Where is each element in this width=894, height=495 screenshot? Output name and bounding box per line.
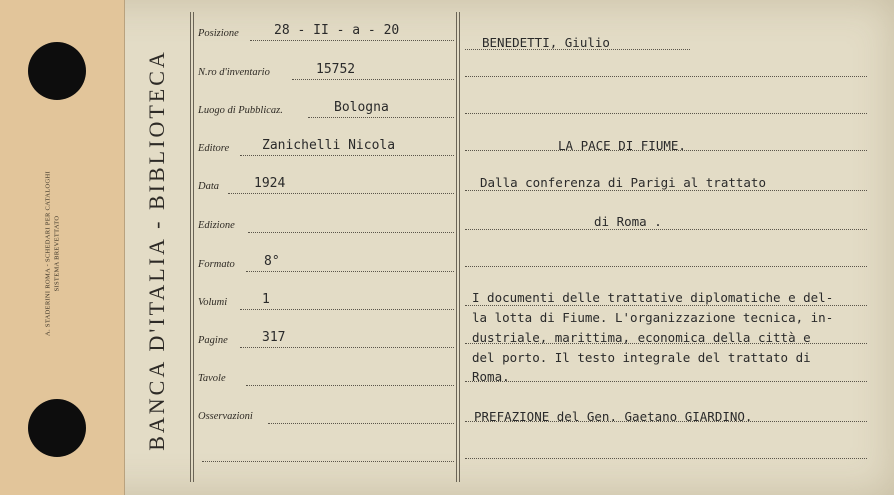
divider-left-2: [193, 12, 194, 482]
ruled-line: [465, 381, 867, 382]
divider-left-1: [190, 12, 191, 482]
ruled-line: [465, 190, 867, 191]
description-line: I documenti delle trattative diplomatiche e del-: [472, 290, 834, 305]
field-label: N.ro d'inventario: [198, 67, 270, 78]
bank-title: BANCA D'ITALIA - BIBLIOTECA: [144, 49, 169, 451]
field-volumi: [198, 286, 454, 310]
description-line: dustriale, marittima, economica della città e: [472, 330, 811, 345]
field-value: 1: [262, 292, 270, 307]
field-osservazioni: [198, 400, 454, 424]
book-title: LA PACE DI FIUME.: [558, 138, 686, 153]
ruled-line: [465, 229, 867, 230]
maker-imprint: [40, 150, 90, 360]
field-value: 1924: [254, 176, 286, 191]
subtitle-line-2: di Roma .: [594, 214, 662, 229]
ruled-line: [465, 113, 867, 114]
field-label: Formato: [198, 259, 235, 270]
description-line: del porto. Il testo integrale del trattato di: [472, 350, 811, 365]
ruled-line: [465, 266, 867, 267]
field-label: Edizione: [198, 220, 235, 231]
field-label: Luogo di Pubblicaz.: [198, 105, 283, 116]
card-stub: [0, 0, 125, 495]
field-blank: [198, 438, 454, 462]
field-editore: [198, 132, 454, 156]
preface: PREFAZIONE del Gen. Gaetano GIARDINO.: [474, 409, 753, 424]
field-label: Osservazioni: [198, 411, 253, 422]
description-line: Roma.: [472, 369, 510, 384]
ruled-line: [465, 305, 867, 306]
field-inventario: [198, 56, 454, 80]
field-pagine: [198, 324, 454, 348]
field-label: Volumi: [198, 297, 228, 308]
field-tavole: [198, 362, 454, 386]
field-posizione: [198, 17, 454, 41]
field-label: Editore: [198, 143, 230, 154]
field-value: 8°: [264, 254, 280, 269]
ruled-line: [465, 76, 867, 77]
field-value: 28 - II - a - 20: [274, 23, 400, 38]
ruled-line: [465, 458, 867, 459]
field-label: Pagine: [198, 335, 228, 346]
author: BENEDETTI, Giulio: [482, 35, 610, 50]
field-edizione: [198, 209, 454, 233]
maker-line-1: A. STADERINI ROMA - SCHEDARI PER CATALOGHI: [44, 171, 52, 336]
subtitle-line-1: Dalla conferenza di Parigi al trattato: [480, 175, 766, 190]
description-line: la lotta di Fiume. L'organizzazione tecnica, in-: [472, 310, 834, 325]
field-value: Bologna: [334, 100, 389, 115]
bank-band: [124, 0, 190, 495]
field-label: Tavole: [198, 373, 226, 384]
punch-hole-top: [28, 42, 86, 100]
punch-hole-bottom: [28, 399, 86, 457]
field-label: Posizione: [198, 28, 239, 39]
field-luogo: [198, 94, 454, 118]
field-data: [198, 170, 454, 194]
maker-line-2: SISTEMA BREVETTATO: [53, 215, 61, 292]
field-formato: [198, 248, 454, 272]
divider-right-2: [459, 12, 460, 482]
divider-right-1: [456, 12, 457, 482]
field-label: Data: [198, 181, 219, 192]
field-value: 317: [262, 330, 286, 345]
field-value: 15752: [316, 62, 356, 77]
field-value: Zanichelli Nicola: [262, 138, 396, 153]
